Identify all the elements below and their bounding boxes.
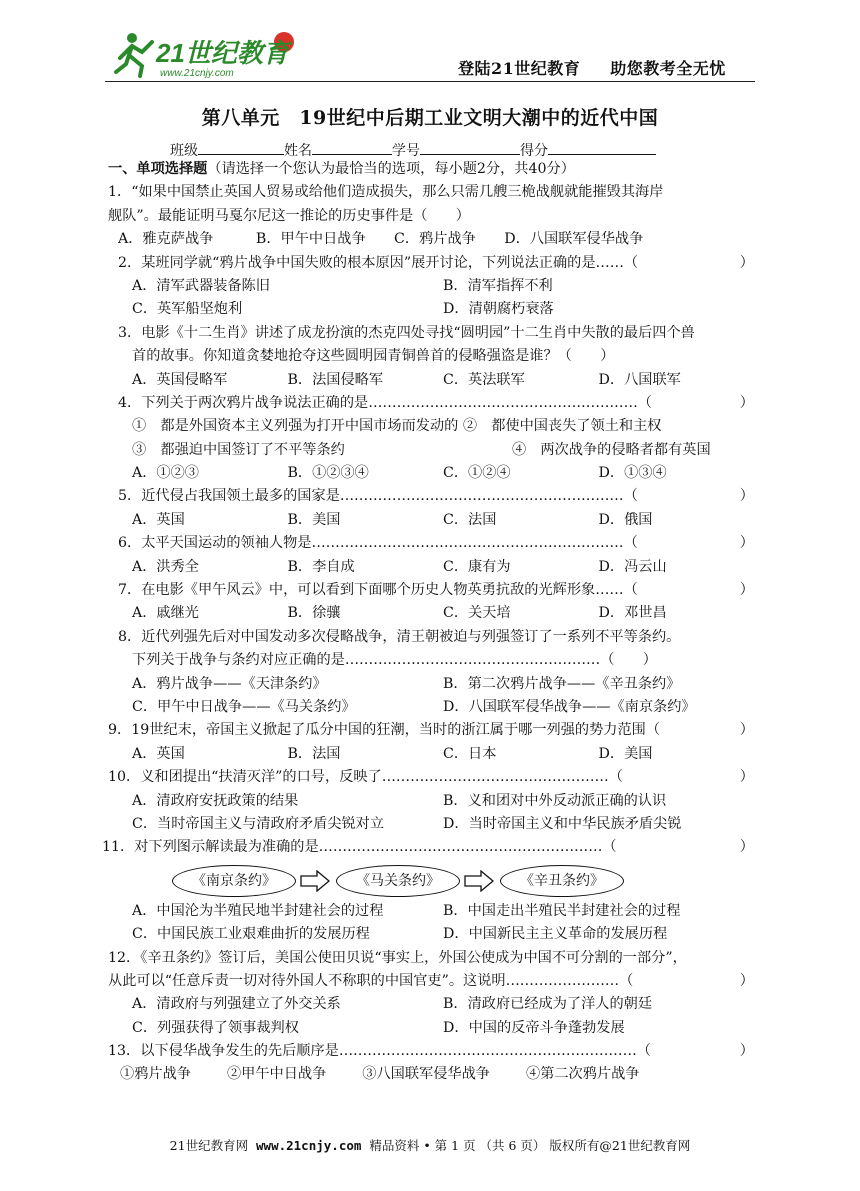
q7-stem: 7．在电影《甲午风云》中，可以看到下面哪个历史人物英勇抗敌的光辉形象……（ ）: [118, 582, 754, 599]
section-heading: 一、单项选择题（请选择一个您认为最恰当的选项，每小题2分，共40分）: [108, 161, 575, 177]
slogan-left: 登陆21世纪教育: [458, 59, 581, 78]
footer-page-info: 精品资料 • 第 1 页 （共 6 页） 版权所有@21世纪教育网: [369, 1138, 691, 1153]
header-divider: [105, 81, 755, 82]
treaty-oval-nanjing: 《南京条约》: [172, 865, 296, 897]
q4-stem: 4．下列关于两次鸦片战争说法正确的是…………………………………………………（ ）: [118, 394, 754, 411]
score-blank[interactable]: [548, 140, 656, 155]
name-label: 姓名: [284, 143, 312, 159]
question-list: [102, 158, 754, 1087]
q13-events: ①鸦片战争 ②甲午中日战争 ③八国联军侵华战争 ④第二次鸦片战争: [120, 1066, 640, 1083]
q8-line1: 8．近代列强先后对中国发动多次侵略战争，清王朝被迫与列强签订了一系列不平等条约。: [118, 628, 681, 645]
q13-stem: 13．以下侵华战争发生的先后顺序是………………………………………………………（ ）: [108, 1043, 754, 1060]
q12-options-cd: C．列强获得了领事裁判权 D．中国的反帝斗争蓬勃发展: [132, 1019, 625, 1036]
q8-line2: 下列关于战争与条约对应正确的是………………………………………………（ ）: [132, 652, 657, 669]
q1-line2: 舰队”。最能证明马戛尔尼这一推论的历史事件是（ ）: [108, 207, 470, 224]
q4-statements-34: ③ 都强迫中国签订了不平等条约 ④ 两次战争的侵略者都有英国: [132, 441, 711, 458]
q1-line1: 1．“如果中国禁止英国人贸易或给他们造成损失，那么只需几艘三桅战舰就能摧毁其海岸: [108, 184, 664, 201]
logo: [112, 28, 302, 80]
q6-stem: 6．太平天国运动的领袖人物是…………………………………………………………（ ）: [118, 535, 754, 552]
treaty-flow-diagram: [108, 860, 754, 900]
runner-icon: [116, 33, 152, 76]
q2-options-ab: A．清军武器装备陈旧 B．清军指挥不利: [132, 277, 553, 294]
q12-line2: 从此可以“任意斥责一切对待外国人不称职的中国官吏”。这说明……………………（ ）: [108, 972, 754, 989]
class-label: 班级: [170, 143, 198, 159]
q12-options-ab: A．清政府与列强建立了外交关系 B．清政府已经成为了洋人的朝廷: [132, 996, 653, 1013]
q2-options-cd: C．英军船坚炮利 D．清朝腐朽衰落: [132, 301, 554, 318]
header-slogan: [458, 56, 756, 79]
q11-options-ab: A．中国沦为半殖民地半封建社会的过程 B．中国走出半殖民半封建社会的过程: [132, 902, 681, 919]
footer-url[interactable]: www.21cnjy.com: [256, 1138, 362, 1153]
q7-options: A．戚继光 B．徐骧 C．关天培 D．邓世昌: [132, 605, 667, 622]
q9-options: A．英国 B．法国 C．日本 D．美国: [132, 745, 653, 762]
treaty-oval-xinchou: 《辛丑条约》: [500, 865, 624, 897]
score-label: 得分: [520, 143, 548, 159]
q8-options-ab: A．鸦片战争——《天津条约》 B．第二次鸦片战争——《辛丑条约》: [132, 675, 681, 692]
student-info: [170, 140, 656, 160]
q9-stem: 9．19世纪末，帝国主义掀起了瓜分中国的狂潮，当时的浙江属于哪一列强的势力范围（ ）: [108, 722, 754, 739]
slogan-right: 助您教考全无忧: [610, 59, 726, 78]
q4-statements-12: ① 都是外国资本主义列强为打开中国市场而发动的 ② 都使中国丧失了领土和主权: [132, 418, 662, 435]
svg-text:www.21cnjy.com: www.21cnjy.com: [160, 68, 234, 79]
id-blank[interactable]: [420, 140, 520, 155]
q2-stem: 2．某班同学就“鸦片战争中国失败的根本原因”展开讨论，下列说法正确的是……（ ）: [118, 254, 754, 271]
footer-site: 21世纪教育网: [169, 1138, 249, 1153]
id-label: 学号: [392, 143, 420, 159]
q11-stem: 11．对下列图示解读最为准确的是……………………………………………………（ ）: [102, 839, 754, 856]
q3-line2: 首的故事。你知道贪婪地抢夺这些圆明园青铜兽首的侵略强盗是谁？（ ）: [132, 348, 615, 365]
q5-options: A．英国 B．美国 C．法国 D．俄国: [132, 511, 653, 528]
svg-text:21世纪教育: 21世纪教育: [156, 38, 289, 68]
q10-options-cd: C．当时帝国主义与清政府矛盾尖锐对立 D．当时帝国主义和中华民族矛盾尖锐: [132, 815, 682, 832]
q10-options-ab: A．清政府安抚政策的结果 B．义和团对中外反动派正确的认识: [132, 792, 667, 809]
q10-stem: 10．义和团提出“扶清灭洋”的口号，反映了…………………………………………（ ）: [108, 769, 754, 786]
name-blank[interactable]: [312, 140, 392, 155]
q11-options-cd: C．中国民族工业艰难曲折的发展历程 D．中国新民主主义革命的发展历程: [132, 926, 668, 943]
arrow-right-icon: [300, 870, 330, 892]
q12-line1: 12．《辛丑条约》签订后，美国公使田贝说“事实上，外国公使成为中国不可分割的一部分”，: [108, 949, 687, 966]
q3-options: A．英国侵略军 B．法国侵略军 C．英法联军 D．八国联军: [132, 371, 681, 388]
page-title: 第八单元 19世纪中后期工业文明大潮中的近代中国: [201, 107, 659, 129]
q5-stem: 5．近代侵占我国领土最多的国家是……………………………………………………（ ）: [118, 488, 754, 505]
q4-options: A．①②③ B．①②③④ C．①②④ D．①③④: [132, 465, 667, 482]
q6-options: A．洪秀全 B．李自成 C．康有为 D．冯云山: [132, 558, 667, 575]
class-blank[interactable]: [198, 140, 284, 155]
q8-options-cd: C．甲午中日战争——《马关条约》 D．八国联军侵华战争——《南京条约》: [132, 698, 696, 715]
page-footer: [0, 1136, 860, 1154]
q3-line1: 3．电影《十二生肖》讲述了成龙扮演的杰克四处寻找“圆明园”十二生肖中失散的最后四个兽: [118, 324, 695, 341]
q1-options: A．雅克萨战争 B．甲午中日战争 C．鸦片战争 D．八国联军侵华战争: [118, 231, 644, 248]
page-header: [0, 0, 860, 82]
treaty-oval-maguan: 《马关条约》: [336, 865, 460, 897]
arrow-right-icon: [464, 870, 494, 892]
